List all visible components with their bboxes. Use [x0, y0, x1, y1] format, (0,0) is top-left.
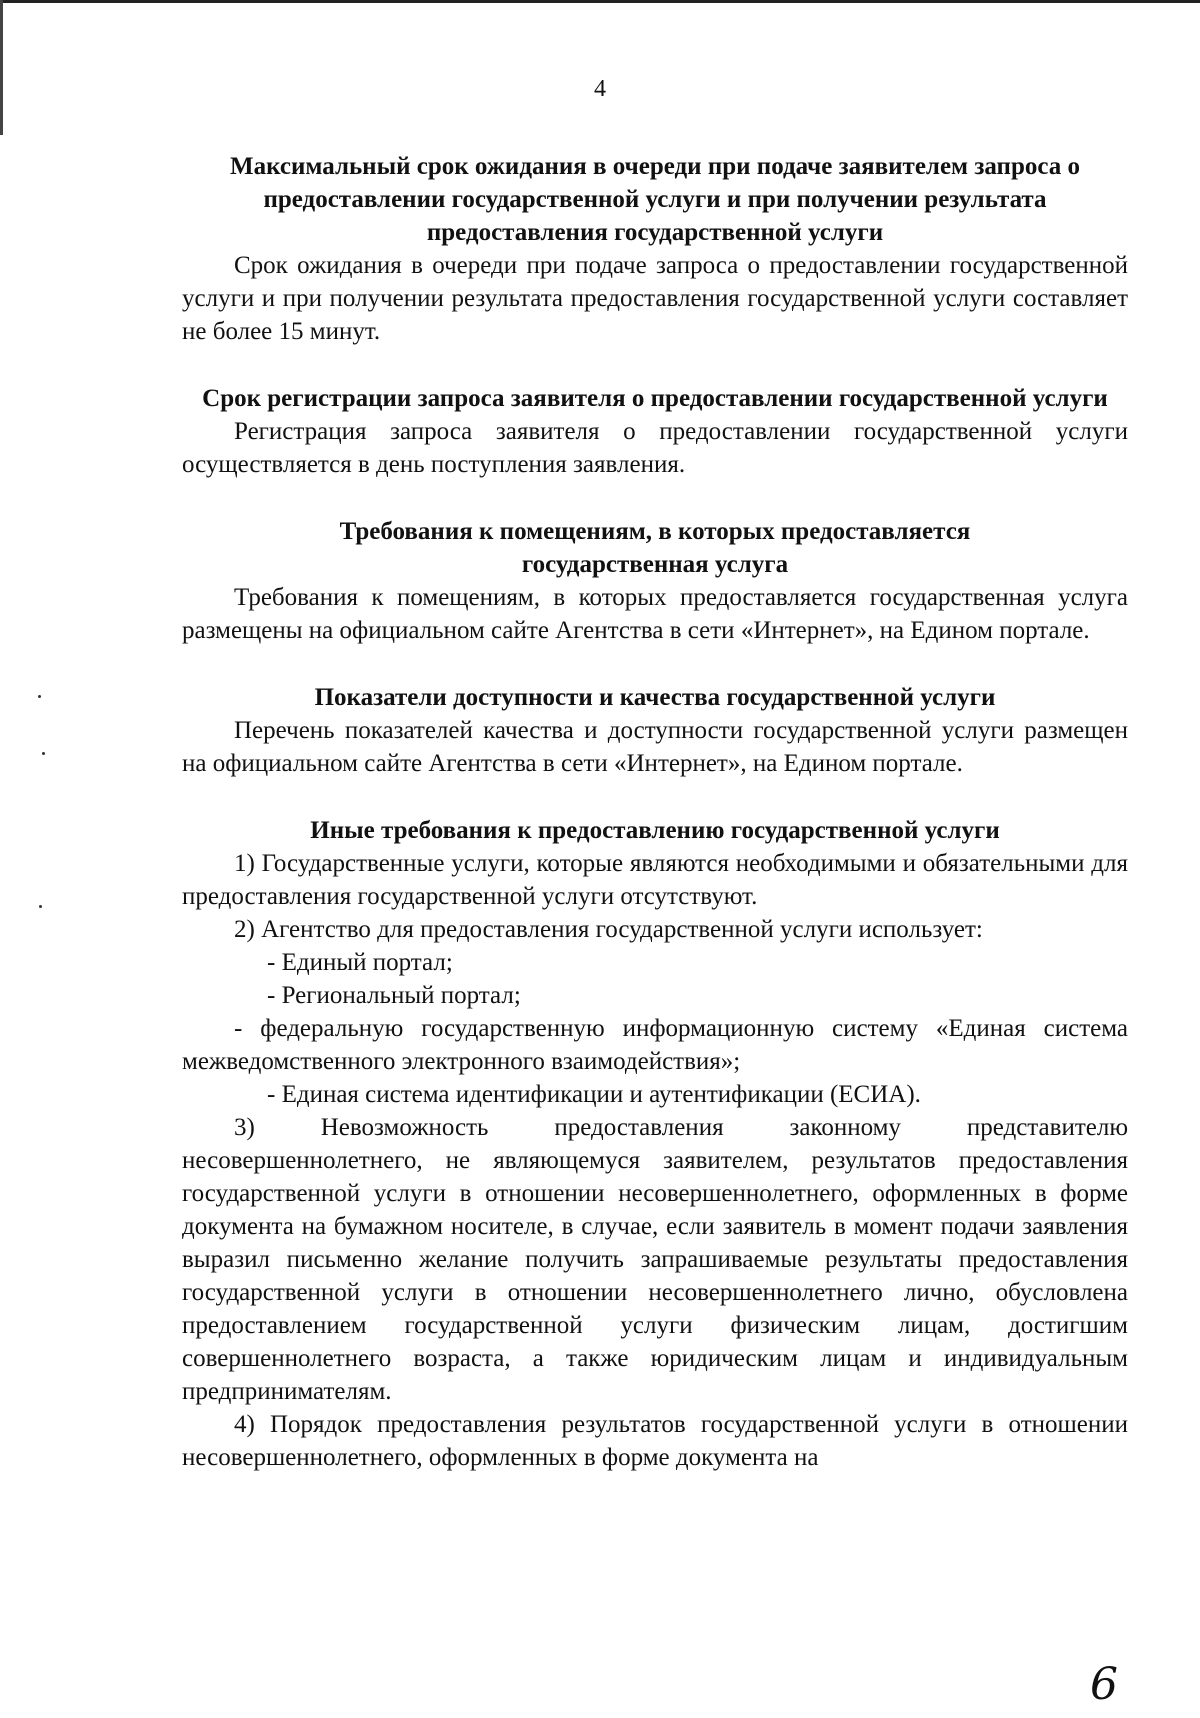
scan-speck [38, 695, 41, 698]
section-accessibility-indicators [182, 681, 1128, 780]
document-body [182, 150, 1128, 1474]
page-number: 4 [594, 76, 606, 102]
scan-top-edge [0, 0, 1200, 3]
paragraph: 3) Невозможность предоставления законному представителю несовершеннолетнего, не являющемуся заявителем, результатов предоставления государственной услуги в отношении несовершеннолетнего, оформленных в форме документа на бумажном носителе, в случае, если заявитель в момент подачи заявления выразил письменно желание получить запрашиваемые результаты предоставления государственной услуги в отношении несовершеннолетнего лично, обусловлена предоставлением государственной услуги физическим лицам, достигшим совершеннолетнего возраста, а также юридическим лицам и индивидуальным предпринимателям. [182, 1114, 1128, 1405]
scan-speck [42, 752, 45, 755]
section-gap [182, 348, 1128, 382]
scan-speck [39, 905, 42, 908]
paragraph: 4) Порядок предоставления результатов государственной услуги в отношении несовершеннолетнего, оформленных в форме документа на [182, 1411, 1128, 1471]
list-item: - Единая система идентификации и аутентификации (ЕСИА). [267, 1081, 921, 1108]
section-heading: Показатели доступности и качества государственной услуги [314, 684, 996, 711]
section-gap [182, 647, 1128, 681]
paragraph: Регистрация запроса заявителя о предоставлении государственной услуги осуществляется в день поступления заявления. [182, 418, 1128, 478]
paragraph: Требования к помещениям, в которых предоставляется государственная услуга размещены на официальном сайте Агентства в сети «Интернет», на Едином портале. [182, 584, 1128, 644]
section-other-requirements [182, 814, 1128, 1474]
paragraph: 1) Государственные услуги, которые являются необходимыми и обязательными для предоставления государственной услуги отсутствуют. [182, 850, 1128, 910]
paragraph: Срок ожидания в очереди при подаче запроса о предоставлении государственной услуги и при получении результата предоставления государственной услуги составляет не более 15 минут. [182, 252, 1128, 345]
section-gap [182, 780, 1128, 814]
handwritten-page-mark: 6 [1090, 1659, 1118, 1710]
scan-left-edge [0, 0, 3, 135]
list-item: - Единый портал; [267, 949, 453, 976]
paragraph: - федеральную государственную информационную систему «Единая система межведомственного электронного взаимодействия»; [182, 1015, 1128, 1075]
paragraph: 2) Агентство для предоставления государственной услуги использует: [234, 916, 983, 943]
section-heading: Срок регистрации запроса заявителя о предоставлении государственной услуги [202, 385, 1108, 412]
section-heading: Иные требования к предоставлению государственной услуги [310, 817, 1000, 844]
section-premises-requirements [182, 515, 1128, 647]
section-heading: Требования к помещениям, в которых предоставляется государственная услуга [339, 518, 971, 578]
section-gap [182, 481, 1128, 515]
section-heading: Максимальный срок ожидания в очереди при подаче заявителем запроса о предоставлении государственной услуги и при получении результата предоставления государственной услуги [229, 153, 1080, 246]
section-registration-time [182, 382, 1128, 481]
paragraph: Перечень показателей качества и доступности государственной услуги размещен на официальном сайте Агентства в сети «Интернет», на Едином портале. [182, 717, 1128, 777]
list-item: - Региональный портал; [267, 982, 521, 1009]
section-max-wait-time [182, 150, 1128, 348]
